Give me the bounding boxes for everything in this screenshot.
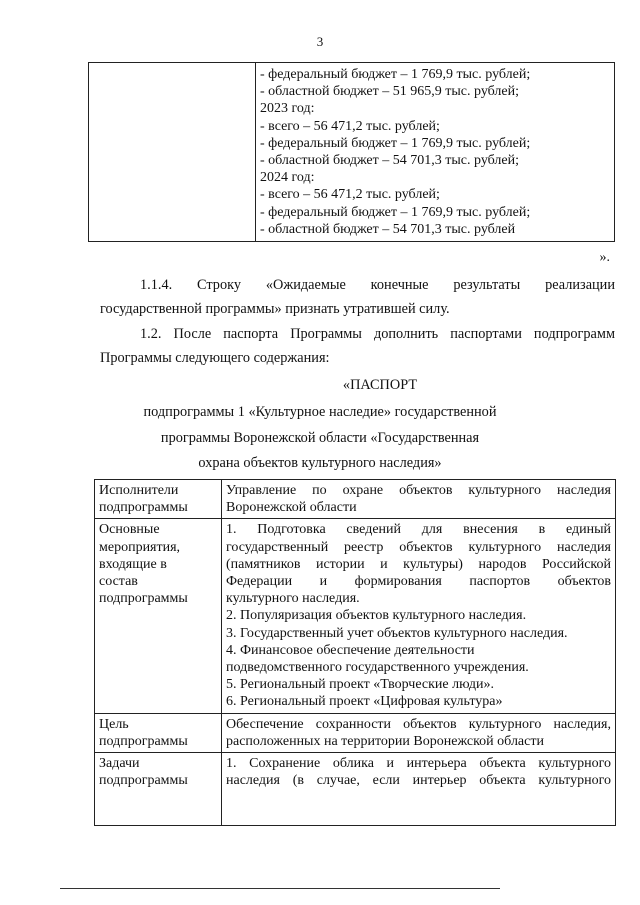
funding-line: - всего – 56 471,2 тыс. рублей; <box>260 187 440 203</box>
funding-line: 2023 год: <box>260 101 315 117</box>
funding-line: - федеральный бюджет – 1 769,9 тыс. рублей; <box>260 204 531 220</box>
row-label <box>95 753 222 826</box>
row-content <box>222 753 616 826</box>
passport-subtitle-line3: охрана объектов культурного наследия» <box>198 455 442 471</box>
content-line: 6. Региональный проект «Цифровая культура» <box>226 694 503 710</box>
row-label <box>95 480 222 519</box>
label-line: подпрограммы <box>99 500 188 516</box>
closing-quote-mark: ». <box>599 250 610 265</box>
label-line: Исполнители <box>99 483 179 498</box>
label-line: мероприятия, <box>99 539 181 555</box>
content-line: 1. Сохранение облика и интерьера объекта культурного <box>226 756 611 772</box>
label-line: входящие в <box>99 556 167 572</box>
passport-subtitle-line2: программы Воронежской области «Государственная <box>160 430 480 446</box>
content-line: 3. Государственный учет объектов культурного наследия. <box>226 625 568 641</box>
content-line: наследия (в случае, если интерьер объекта культурного <box>226 773 611 789</box>
funding-line: - областной бюджет – 54 701,3 тыс. рублей <box>260 221 516 237</box>
content-line: (памятников истории и культуры) народов Российской <box>226 556 611 572</box>
funding-table-continuation <box>88 62 615 242</box>
content-line: 5. Региональный проект «Творческие люди». <box>226 677 494 693</box>
paragraph-1-1-4-line2: государственной программы» признать утратившей силу. <box>100 301 450 317</box>
paragraph-1-2-line2: Программы следующего содержания: <box>100 350 330 366</box>
content-line: 2. Популяризация объектов культурного наследия. <box>226 608 527 624</box>
passport-title: «ПАСПОРТ <box>342 377 418 393</box>
funding-cell <box>256 63 615 242</box>
content-line: 1. Подготовка сведений для внесения в единый <box>226 522 611 538</box>
label-line: подпрограммы <box>99 591 188 607</box>
funding-line: - всего – 56 471,2 тыс. рублей; <box>260 118 440 134</box>
table-row <box>95 753 616 826</box>
content-line: Федерации и формирования паспортов объектов <box>226 574 611 590</box>
footer-rule <box>60 888 500 889</box>
label-line: подпрограммы <box>99 733 188 749</box>
content-line: подведомственного государственного учреждения. <box>226 660 529 676</box>
funding-line: - областной бюджет – 54 701,3 тыс. рублей; <box>260 153 519 169</box>
page-number: 3 <box>316 34 324 49</box>
label-line: подпрограммы <box>99 773 188 789</box>
empty-label-cell <box>89 63 256 242</box>
row-content <box>222 480 616 519</box>
label-line: Задачи <box>99 756 140 772</box>
content-line: государственный реестр объектов культурного наследия <box>226 539 611 555</box>
row-content <box>222 713 616 752</box>
label-line: Цель <box>99 716 129 732</box>
funding-line: - федеральный бюджет – 1 769,9 тыс. рублей; <box>260 67 531 82</box>
paragraph-1-2-line1: 1.2. После паспорта Программы дополнить паспортами подпрограмм <box>140 326 615 342</box>
passport-table <box>94 479 616 826</box>
row-content <box>222 519 616 713</box>
funding-line: 2024 год: <box>260 170 315 186</box>
content-line: Управление по охране объектов культурного наследия <box>226 483 611 498</box>
content-line: 4. Финансовое обеспечение деятельности <box>226 642 475 658</box>
content-line: Обеспечение сохранности объектов культурного наследия, <box>226 716 611 732</box>
row-label <box>95 713 222 752</box>
passport-subtitle-line1: подпрограммы 1 «Культурное наследие» государственной <box>143 404 497 420</box>
row-label <box>95 519 222 713</box>
table-row <box>95 713 616 752</box>
paragraph-1-1-4-line1: 1.1.4. Строку «Ожидаемые конечные результаты реализации <box>140 277 615 293</box>
content-line: Воронежской области <box>226 500 357 516</box>
funding-line: - федеральный бюджет – 1 769,9 тыс. рублей; <box>260 135 531 151</box>
label-line: Основные <box>99 522 160 538</box>
content-line: расположенных на территории Воронежской области <box>226 733 544 749</box>
funding-line: - областной бюджет – 51 965,9 тыс. рублей; <box>260 84 519 100</box>
content-line: культурного наследия. <box>226 591 360 607</box>
table-row <box>95 480 616 519</box>
table-row <box>95 519 616 713</box>
label-line: состав <box>99 574 138 590</box>
